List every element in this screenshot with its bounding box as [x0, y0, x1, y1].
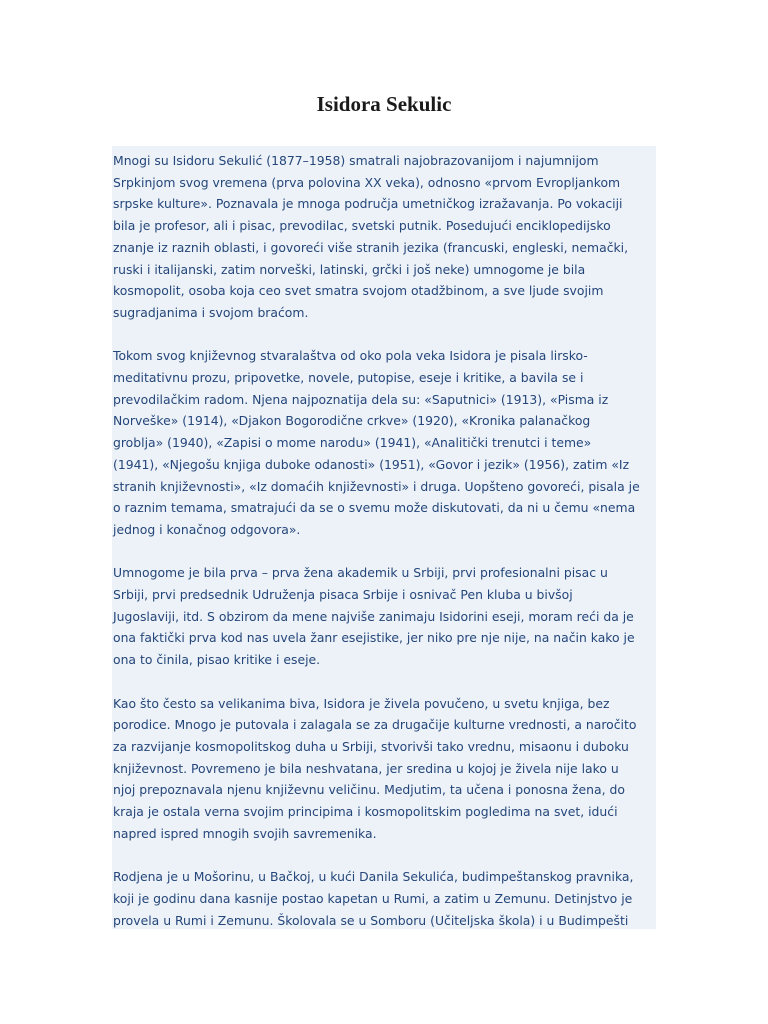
text-line: stranih književnosti», «Iz domaćih književnosti» i druga. Uopšteno govoreći, pisala je — [113, 478, 640, 494]
page-bottom-margin — [0, 929, 768, 1024]
text-line: provela u Rumi i Zemunu. Školovala se u Somboru (Učiteljska škola) i u Budimpešti — [113, 912, 629, 928]
paragraph-3 — [113, 562, 658, 671]
page-title: Isidora Sekulic — [316, 92, 452, 116]
text-line: bila je profesor, ali i pisac, prevodilac, svetski putnik. Posedujući enciklopedijsko — [113, 218, 611, 234]
text-line: kosmopolit, osoba koja ceo svet smatra svojom otadžbinom, a sve ljude svojim — [113, 283, 604, 299]
text-line: porodice. Mnogo je putovala i zalagala se za drugačije kulturne vrednosti, a naročito — [113, 717, 637, 733]
text-line: kraja je ostala verna svojim principima i kosmopolitskim pogledima na svet, idući — [113, 804, 618, 820]
article-body — [113, 150, 658, 953]
paragraph-5 — [113, 866, 658, 931]
text-line: prevodilačkim radom. Njena najpoznatija dela su: «Saputnici» (1913), «Pisma iz — [113, 391, 609, 407]
text-line: sugradjanima i svojom braćom. — [113, 304, 309, 320]
text-line: jednog i konačnog odgovora». — [113, 521, 301, 537]
text-line: Umnogome je bila prva – prva žena akademik u Srbiji, prvi profesionalni pisac u — [113, 565, 608, 581]
text-line: ona to činila, pisao kritike i eseje. — [113, 652, 321, 668]
text-line: groblja» (1940), «Zapisi o mome narodu» (1941), «Analitički trenutci i teme» — [113, 435, 592, 451]
text-line: meditativnu prozu, pripovetke, novele, putopise, eseje i kritike, a bavila se i — [113, 370, 584, 386]
text-line: Kao što često sa velikanima biva, Isidora je živela povučeno, u svetu knjiga, bez — [113, 695, 610, 711]
text-line: Norveške» (1914), «Djakon Bogorodične crkve» (1920), «Kronika palanačkog — [113, 413, 591, 429]
text-line: Jugoslaviji, itd. S obzirom da mene najviše zanimaju Isidorini eseji, moram reći da je — [113, 608, 634, 624]
text-line: Srpkinjom svog vremena (prva polovina XX veka), odnosno «prvom Evropljankom — [113, 174, 621, 190]
text-line: znanje iz raznih oblasti, i govoreći više stranih jezika (francuski, engleski, nemački, — [113, 239, 629, 255]
text-line: napred ispred mnogih svojih savremenika. — [113, 825, 377, 841]
text-line: njoj prepoznavala njenu književnu veličinu. Medjutim, ta učena i ponosna žena, do — [113, 782, 625, 798]
text-line: za razvijanje kosmopolitskog duha u Srbiji, stvorivši tako vrednu, misaonu i duboku — [113, 738, 629, 754]
text-line: ruski i italijanski, zatim norveški, latinski, grčki i još neke) umnogome je bila — [113, 261, 586, 277]
text-line: Mnogi su Isidoru Sekulić (1877–1958) smatrali najobrazovanijom i najumnijom — [113, 153, 599, 168]
text-line: koji je godinu dana kasnije postao kapetan u Rumi, a zatim u Zemunu. Detinjstvo je — [113, 890, 633, 906]
text-line: (1941), «Njegošu knjiga duboke odanosti» (1951), «Govor i jezik» (1956), zatim «Iz — [113, 456, 630, 472]
paragraph-2 — [113, 345, 658, 540]
text-line: ona faktički prva kod nas uvela žanr esejistike, jer niko pre nje nije, na način kako je — [113, 630, 635, 646]
text-line: književnost. Povremeno je bila neshvatana, jer sredina u kojoj je živela nije lako u — [113, 760, 619, 776]
text-line: o raznim temama, smatrajući da se o svemu može diskutovati, da ni u čemu «nema — [113, 500, 636, 516]
text-line: Rodjena je u Mošorinu, u Bačkoj, u kući Danila Sekulića, budimpeštanskog pravnika, — [113, 869, 634, 885]
text-line: Tokom svog književnog stvaralaštva od oko pola veka Isidora je pisala lirsko- — [113, 348, 588, 364]
paragraph-1 — [113, 150, 658, 324]
text-line: srpske kulture». Poznavala je mnoga područja umetničkog izražavanja. Po vokaciji — [113, 196, 623, 212]
text-line: Srbiji, prvi predsednik Udruženja pisaca Srbije i osnivač Pen kluba u bivšoj — [113, 587, 573, 603]
paragraph-4 — [113, 693, 658, 845]
